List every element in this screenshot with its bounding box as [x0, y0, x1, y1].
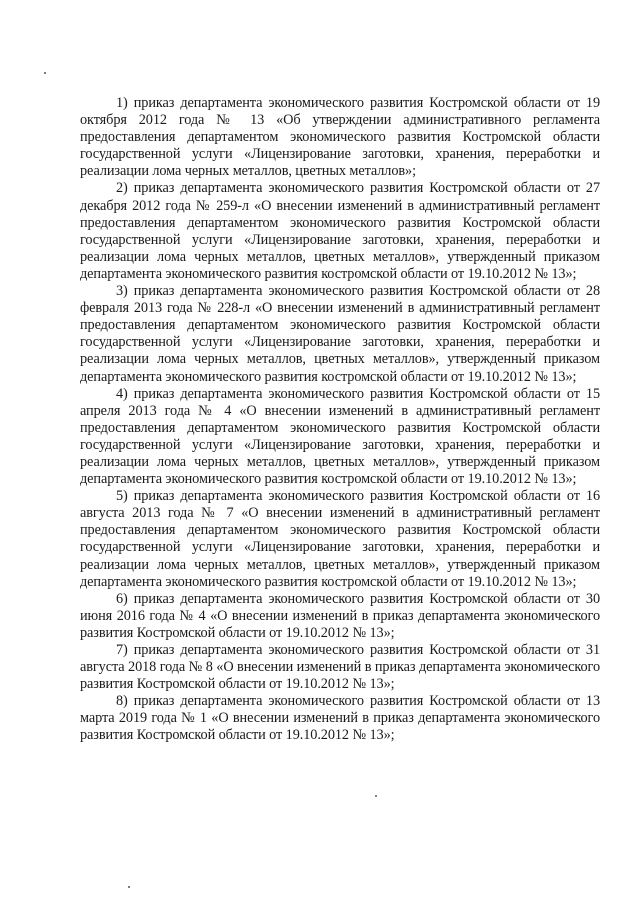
scan-speck: [44, 72, 46, 74]
list-item: 6) приказ департамента экономического развития Костромской области от 30 июня 2016 года № 4 «О внесении изменений в приказ департамента экономического развития Костромской области от 19.10.2012 № 13»;: [80, 590, 600, 641]
list-item: 2) приказ департамента экономического развития Костромской области от 27 декабря 2012 года № 259-л «О внесении изменений в административный регламент предоставления департаментом экономического развития Костромской области государственной услуги «Лицензирование заготовки, хранения, переработки и реализации лома черных металлов, цветных металлов», утвержденный приказом департамента экономического развития костромской области от 19.10.2012 № 13»;: [80, 180, 600, 282]
scan-speck: [375, 795, 377, 797]
scan-speck: [128, 886, 130, 888]
list-item: 1) приказ департамента экономического развития Костромской области от 19 октября 2012 года № 13 «Об утверждении административного регламента предоставления департаментом экономического развития Костромской области государственной услуги «Лицензирование заготовки, хранения, переработки и реализации лома черных металлов, цветных металлов»;: [80, 95, 600, 180]
list-item: 8) приказ департамента экономического развития Костромской области от 13 марта 2019 года № 1 «О внесении изменений в приказ департамента экономического развития Костромской области от 19.10.2012 № 13»;: [80, 693, 600, 744]
order-list: [80, 95, 600, 745]
list-item: 5) приказ департамента экономического развития Костромской области от 16 августа 2013 года № 7 «О внесении изменений в административный регламент предоставления департаментом экономического развития Костромской области государственной услуги «Лицензирование заготовки, хранения, переработки и реализации лома черных металлов, цветных металлов», утвержденный приказом департамента экономического развития костромской области от 19.10.2012 № 13»;: [80, 488, 600, 590]
list-item: 7) приказ департамента экономического развития Костромской области от 31 августа 2018 года № 8 «О внесении изменений в приказ департамента экономического развития Костромской области от 19.10.2012 № 13»;: [80, 642, 600, 693]
list-item: 3) приказ департамента экономического развития Костромской области от 28 февраля 2013 года № 228-л «О внесении изменений в административный регламент предоставления департаментом экономического развития Костромской области государственной услуги «Лицензирование заготовки, хранения, переработки и реализации лома черных металлов, цветных металлов», утвержденный приказом департамента экономического развития костромской области от 19.10.2012 № 13»;: [80, 283, 600, 385]
list-item: 4) приказ департамента экономического развития Костромской области от 15 апреля 2013 года № 4 «О внесении изменений в административный регламент предоставления департаментом экономического развития Костромской области государственной услуги «Лицензирование заготовки, хранения, переработки и реализации лома черных металлов, цветных металлов», утвержденный приказом департамента экономического развития костромской области от 19.10.2012 № 13»;: [80, 385, 600, 488]
